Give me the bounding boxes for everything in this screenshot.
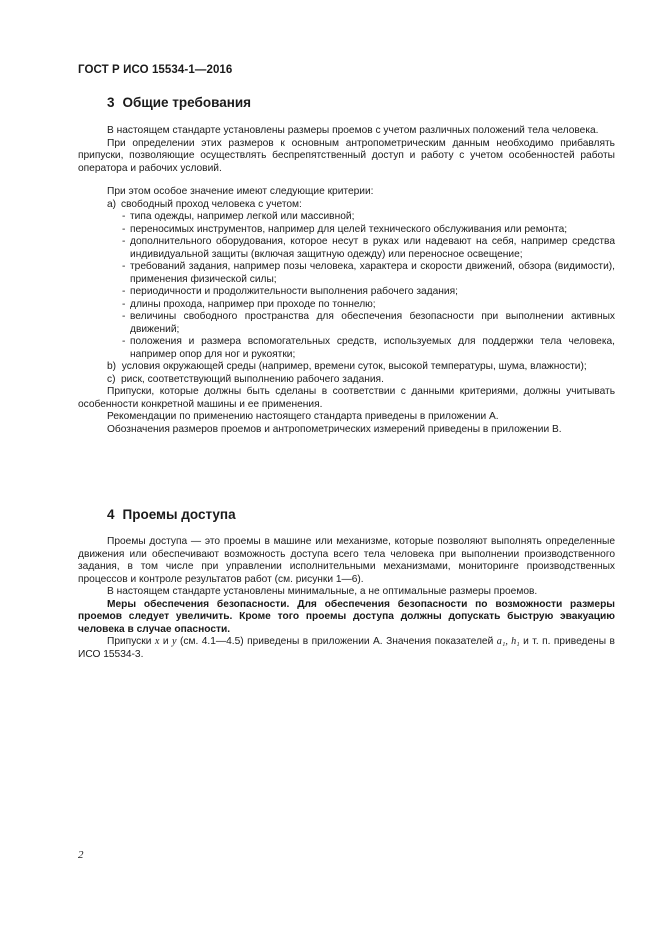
list-item-text: условия окружающей среды (например, времени суток, высокой температуры, шума, влажности); xyxy=(121,361,587,372)
document-header: ГОСТ Р ИСО 15534-1—2016 xyxy=(78,64,233,76)
paragraph: Припуски, которые должны быть сделаны в соответствии с данными критериями, должны учитывать особенности конкретной машины и ее применения. xyxy=(78,386,615,410)
list-item-text: свободный проход человека с учетом: xyxy=(121,198,302,210)
text-run: Припуски xyxy=(107,636,152,647)
text-run: и т. п. приведены в ИСО 15534-3. xyxy=(78,636,615,660)
list-marker: b) xyxy=(107,361,117,372)
text-run: (см. 4.1—4.5) приведены в приложении А. Значения показателей xyxy=(180,636,494,647)
section-4-title xyxy=(107,507,236,522)
section-3-heading: Общие требования xyxy=(122,95,252,110)
list-item: - периодичности и продолжительности выполнения рабочего задания; xyxy=(78,286,615,299)
variable-x: x xyxy=(154,636,160,647)
safety-note: Меры обеспечения безопасности. Для обеспечения безопасности по возможности размеры проемов следует увеличить. Кроме того проемы доступа должны допускать быструю эвакуацию человека в случае опасности. xyxy=(78,598,615,635)
list-item-c xyxy=(78,374,615,387)
section-3-title xyxy=(107,95,251,110)
paragraph: В настоящем стандарте установлены минимальные, а не оптимальные размеры проемов. xyxy=(107,586,538,597)
paragraph: При этом особое значение имеют следующие критерии: xyxy=(107,186,374,197)
paragraph xyxy=(78,636,615,661)
list-item-a xyxy=(78,199,615,212)
list-item: - типа одежды, например легкой или массивной; xyxy=(78,211,615,224)
paragraph: При определении этих размеров к основным антропометрическим данным необходимо прибавлять припуски, позволяющие осуществлять беспрепятственный доступ и работу с учетом особенностей работы оператора и рабочих условий. xyxy=(78,137,615,174)
paragraph: Рекомендации по применению настоящего стандарта приведены в приложении А. xyxy=(107,411,499,422)
list-item: - длины прохода, например при проходе по тоннелю; xyxy=(78,299,615,312)
paragraph: Проемы доступа — это проемы в машине или механизме, которые позволяют выполнять определенные движения или обеспечивают возможность доступа всего тела человека при выполнении производственного задания, в том числе при управлении исполнительными механизмами, мониторинге производственных процессов и контроле результатов работ (см. рисунки 1—6). xyxy=(78,536,615,585)
list-item-text: риск, соответствующий выполнению рабочего задания. xyxy=(121,373,384,385)
section-3-number: 3 xyxy=(107,95,115,110)
section-4-number: 4 xyxy=(107,507,115,522)
list-item: - дополнительного оборудования, которое несут в руках или надевают на себя, например средства индивидуальной защиты (включая защитную одежду) или переносное освещение; xyxy=(78,236,615,261)
paragraph: Обозначения размеров проемов и антропометрических измерений приведены в приложении В. xyxy=(107,423,562,435)
list-item: - переносимых инструментов, например для целей технического обслуживания или ремонта; xyxy=(78,224,615,237)
section-4-heading: Проемы доступа xyxy=(122,507,236,522)
list-marker: c) xyxy=(107,373,116,385)
list-marker: а) xyxy=(107,198,117,210)
section-4-body xyxy=(78,536,615,661)
page-number: 2 xyxy=(78,849,84,861)
criteria-dash-list xyxy=(78,211,615,361)
list-item: - требований задания, например позы человека, характера и скорости движений, обзора (видимости), применения физической силы; xyxy=(78,261,615,286)
section-3-body xyxy=(78,125,615,436)
list-item: - положения и размера вспомогательных средств, используемых для поддержки тела человека, например опор для ног и рукоятки; xyxy=(78,336,615,361)
list-item: - величины свободного пространства для обеспечения безопасности при выполнении активных движений; xyxy=(78,311,615,336)
text-run: и xyxy=(162,636,169,647)
paragraph: В настоящем стандарте установлены размеры проемов с учетом различных положений тела человека. xyxy=(107,125,599,136)
variable-y: y xyxy=(172,636,177,647)
variable-a1-h1: a₁, h₁ xyxy=(496,636,520,647)
list-item-b xyxy=(78,361,615,374)
